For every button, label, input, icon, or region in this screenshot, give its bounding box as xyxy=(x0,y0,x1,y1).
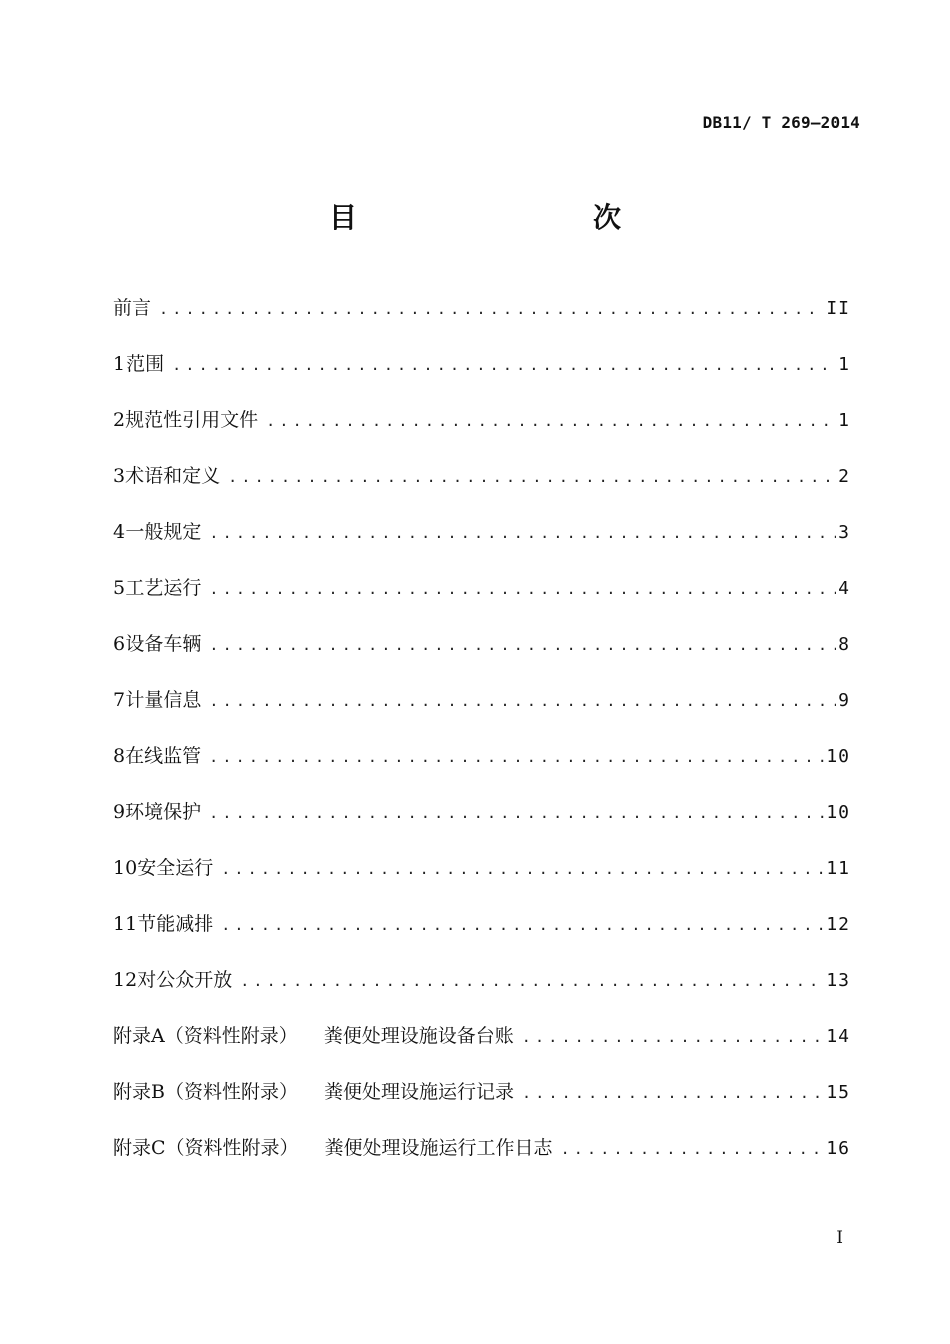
appendix-label: 附录B（资料性附录） xyxy=(113,1081,298,1103)
toc-entry-page: 16 xyxy=(826,1138,850,1159)
toc-entry-number: 1 xyxy=(113,353,126,375)
toc-entry-page: 3 xyxy=(838,522,850,543)
toc-entry-10[interactable] xyxy=(113,854,850,910)
toc-entry-label: 工艺运行 xyxy=(125,577,202,599)
toc-entry-page: 9 xyxy=(838,690,850,711)
toc-title: 目 次 xyxy=(328,201,681,234)
toc-leader-dots xyxy=(221,855,824,883)
toc-entry-12[interactable] xyxy=(113,966,850,1022)
toc-entry-label xyxy=(113,1134,561,1162)
toc-entry-label: 对公众开放 xyxy=(137,969,233,991)
toc-entry-label: 设备车辆 xyxy=(125,633,202,655)
appendix-label: 附录A（资料性附录） xyxy=(113,1025,298,1047)
toc-leader-dots xyxy=(209,631,836,659)
toc-leader-dots xyxy=(172,351,836,379)
toc-entry-number: 2 xyxy=(113,409,126,431)
toc-entry-label: 安全运行 xyxy=(137,857,214,879)
toc-entry-appendix-a[interactable] xyxy=(113,1022,850,1078)
toc-entry-number: 6 xyxy=(113,633,126,655)
toc-entry-label: 一般规定 xyxy=(125,521,202,543)
page-number: I xyxy=(836,1228,843,1248)
appendix-title: 粪便处理设施运行记录 xyxy=(323,1081,514,1103)
toc-entry-label: 范围 xyxy=(126,353,165,375)
toc-leader-dots xyxy=(522,1023,825,1051)
toc-entry-number: 3 xyxy=(113,465,126,487)
toc-entry-number: 12 xyxy=(113,969,138,991)
toc-entry-page: 13 xyxy=(826,970,850,991)
toc-entry-page: 2 xyxy=(838,466,850,487)
appendix-title: 粪便处理设施设备台账 xyxy=(323,1025,514,1047)
toc-entry-number: 4 xyxy=(113,521,126,543)
toc-leader-dots xyxy=(209,799,824,827)
toc-entry-page: 10 xyxy=(826,802,850,823)
toc-entry-label: 规范性引用文件 xyxy=(125,409,259,431)
toc-entry-foreword[interactable] xyxy=(113,294,850,350)
toc-entry-page: 4 xyxy=(838,578,850,599)
toc-entry-page: 1 xyxy=(838,410,850,431)
toc-entry-number: 11 xyxy=(113,913,138,935)
toc-leader-dots xyxy=(159,295,824,323)
toc-entry-label: 环境保护 xyxy=(125,801,202,823)
toc-entry-number: 5 xyxy=(113,577,126,599)
toc-entry-label xyxy=(113,1022,522,1050)
toc-leader-dots xyxy=(221,911,824,939)
toc-entry-number: 10 xyxy=(113,857,138,879)
toc-entry-4[interactable] xyxy=(113,518,850,574)
toc-entry-5[interactable] xyxy=(113,574,850,630)
toc-entry-label xyxy=(113,1078,522,1106)
toc-entry-appendix-c[interactable] xyxy=(113,1134,850,1190)
toc-entry-label: 术语和定义 xyxy=(125,465,221,487)
toc-entry-11[interactable] xyxy=(113,910,850,966)
appendix-label: 附录C（资料性附录） xyxy=(113,1137,299,1159)
toc-entry-label: 前言 xyxy=(113,297,152,319)
toc-entry-page: 10 xyxy=(826,746,850,767)
toc-leader-dots xyxy=(209,687,836,715)
toc-leader-dots xyxy=(266,407,836,435)
toc-entry-3[interactable] xyxy=(113,462,850,518)
appendix-title: 粪便处理设施运行工作日志 xyxy=(324,1137,553,1159)
toc-entry-label: 节能减排 xyxy=(137,913,214,935)
toc-entry-label: 在线监管 xyxy=(125,745,202,767)
toc-entry-page: 14 xyxy=(826,1026,850,1047)
toc-entry-label: 计量信息 xyxy=(125,689,202,711)
toc-entry-page: 15 xyxy=(826,1082,850,1103)
toc-entry-number: 9 xyxy=(113,801,126,823)
toc-leader-dots xyxy=(240,967,824,995)
toc-entry-page: 11 xyxy=(826,858,850,879)
toc-leader-dots xyxy=(522,1079,824,1107)
toc-entry-2[interactable] xyxy=(113,406,850,462)
toc-entry-appendix-b[interactable] xyxy=(113,1078,850,1134)
toc-leader-dots xyxy=(209,743,824,771)
toc-leader-dots xyxy=(209,575,836,603)
toc-entry-page: II xyxy=(826,298,850,319)
toc-entry-6[interactable] xyxy=(113,630,850,686)
toc-entry-9[interactable] xyxy=(113,798,850,854)
toc-leader-dots xyxy=(209,519,836,547)
toc-entry-number: 7 xyxy=(113,689,126,711)
document-code: DB11/ T 269—2014 xyxy=(702,113,860,132)
toc-entry-8[interactable] xyxy=(113,742,850,798)
toc-entry-page: 8 xyxy=(838,634,850,655)
toc-entry-page: 12 xyxy=(826,914,850,935)
table-of-contents xyxy=(113,294,850,1190)
toc-entry-page: 1 xyxy=(838,354,850,375)
toc-entry-number: 8 xyxy=(113,745,126,767)
toc-entry-7[interactable] xyxy=(113,686,850,742)
toc-entry-1[interactable] xyxy=(113,350,850,406)
toc-leader-dots xyxy=(228,463,836,491)
toc-leader-dots xyxy=(561,1135,825,1163)
